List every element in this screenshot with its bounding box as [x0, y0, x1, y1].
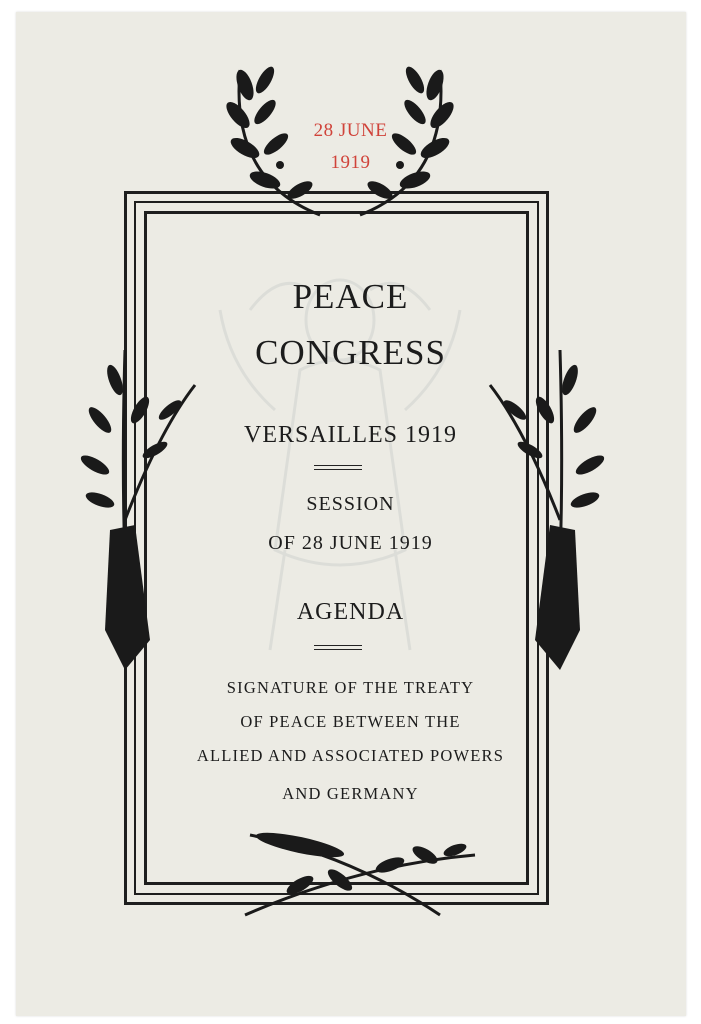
- quill-branch-icon: [240, 825, 480, 925]
- session-line-1: SESSION: [306, 493, 395, 515]
- agenda-heading: AGENDA: [296, 599, 405, 625]
- date-line-2: 1919: [330, 152, 371, 173]
- agenda-line-1: SIGNATURE OF THE TREATY: [226, 678, 475, 697]
- divider-rule: [314, 645, 362, 650]
- session-line-2: OF 28 JUNE 1919: [268, 532, 433, 554]
- date-line-1: 28 JUNE: [313, 120, 388, 141]
- title-line-2: CONGRESS: [255, 333, 446, 372]
- title-line-1: PEACE: [292, 277, 409, 316]
- agenda-line-4: AND GERMANY: [282, 784, 419, 803]
- place-heading: VERSAILLES 1919: [244, 422, 457, 448]
- agenda-line-3: ALLIED AND ASSOCIATED POWERS: [196, 746, 505, 765]
- divider-rule: [314, 465, 362, 470]
- agenda-line-2: OF PEACE BETWEEN THE: [240, 712, 461, 731]
